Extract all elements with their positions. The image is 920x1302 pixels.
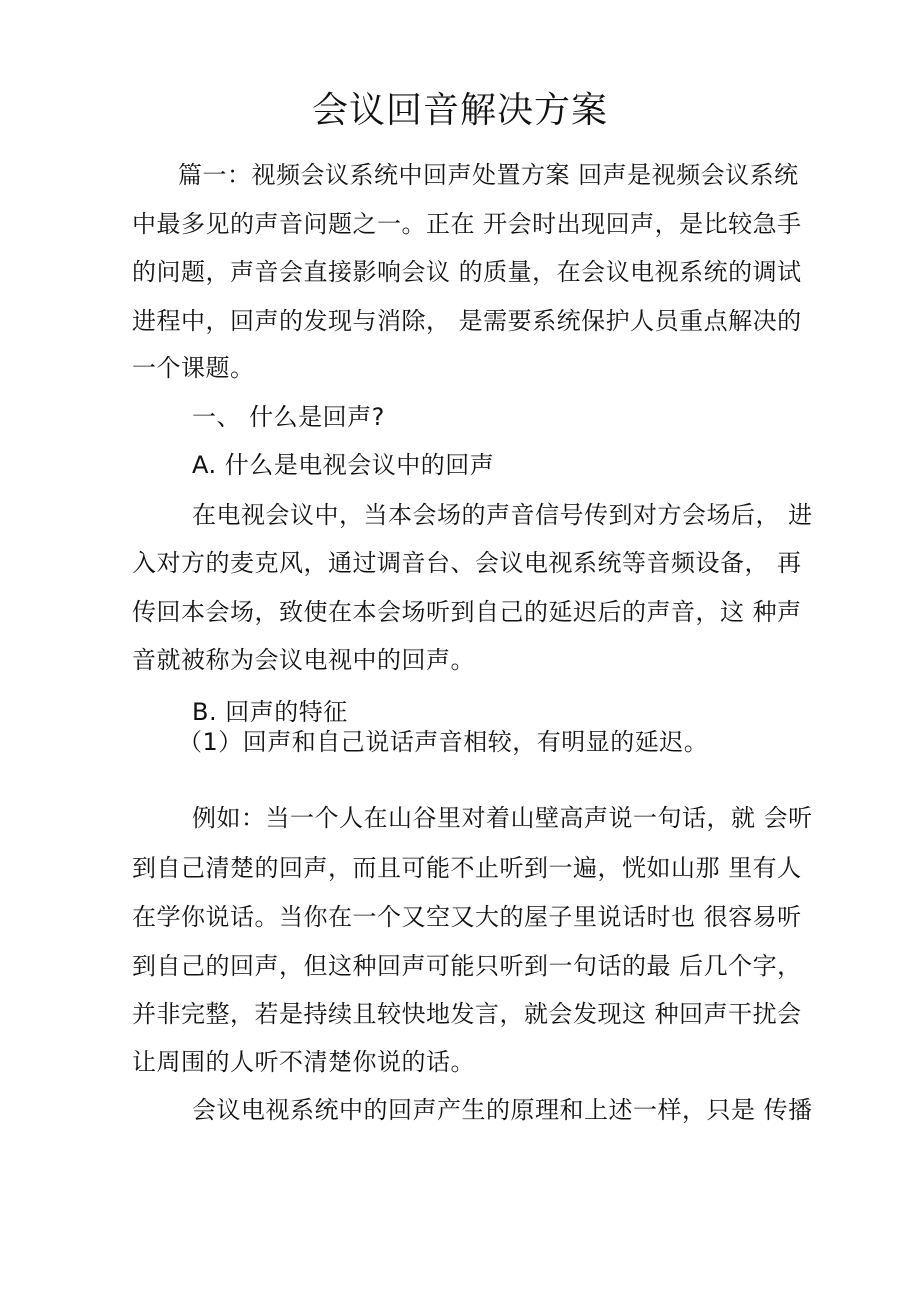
paragraph-line: 的问题，声音会直接影响会议 的质量，在会议电视系统的调试 <box>132 258 802 286</box>
subsection-heading: A. 什么是电视会议中的回声 <box>192 451 495 479</box>
subsection-heading: B. 回声的特征 <box>192 698 348 726</box>
paragraph-line: 入对方的麦克风，通过调音台、会议电视系统等音频设备， 再 <box>132 549 802 577</box>
paragraph-line: 在学你说话。当你在一个又空又大的屋子里说话时也 很容易听 <box>132 903 802 931</box>
paragraph-line: 音就被称为会议电视中的回声。 <box>132 646 475 674</box>
list-item: （1）回声和自己说话声音相较，有明显的延迟。 <box>178 728 709 756</box>
paragraph-line: 进程中，回声的发现与消除， 是需要系统保护人员重点解决的 <box>132 307 802 335</box>
paragraph-line: 并非完整，若是持续且较快地发言，就会发现这 种回声干扰会 <box>132 1000 802 1028</box>
paragraph-line: 到自己清楚的回声，而且可能不止听到一遍，恍如山那 里有人 <box>132 854 802 882</box>
paragraph-line: 到自己的回声，但这种回声可能只听到一句话的最 后几个字， <box>132 952 802 980</box>
paragraph-line: 例如：当一个人在山谷里对着山壁高声说一句话，就 会听 <box>192 804 813 832</box>
paragraph-line: 让周围的人听不清楚你说的话。 <box>132 1048 475 1076</box>
paragraph-line: 一个课题。 <box>132 354 255 382</box>
paragraph-line: 在电视会议中，当本会场的声音信号传到对方会场后， 进 <box>192 501 813 529</box>
section-heading: 一、 什么是回声? <box>192 403 385 431</box>
paragraph-line: 传回本会场，致使在本会场听到自己的延迟后的声音，这 种声 <box>132 598 802 626</box>
paragraph-line: 篇一：视频会议系统中回声处置方案 回声是视频会议系统 <box>178 161 799 189</box>
paragraph-line: 会议电视系统中的回声产生的原理和上述一样，只是 传播 <box>192 1096 813 1124</box>
document-title: 会议回音解决方案 <box>311 90 608 131</box>
paragraph-line: 中最多见的声音问题之一。正在 开会时出现回声，是比较急手 <box>132 210 802 238</box>
